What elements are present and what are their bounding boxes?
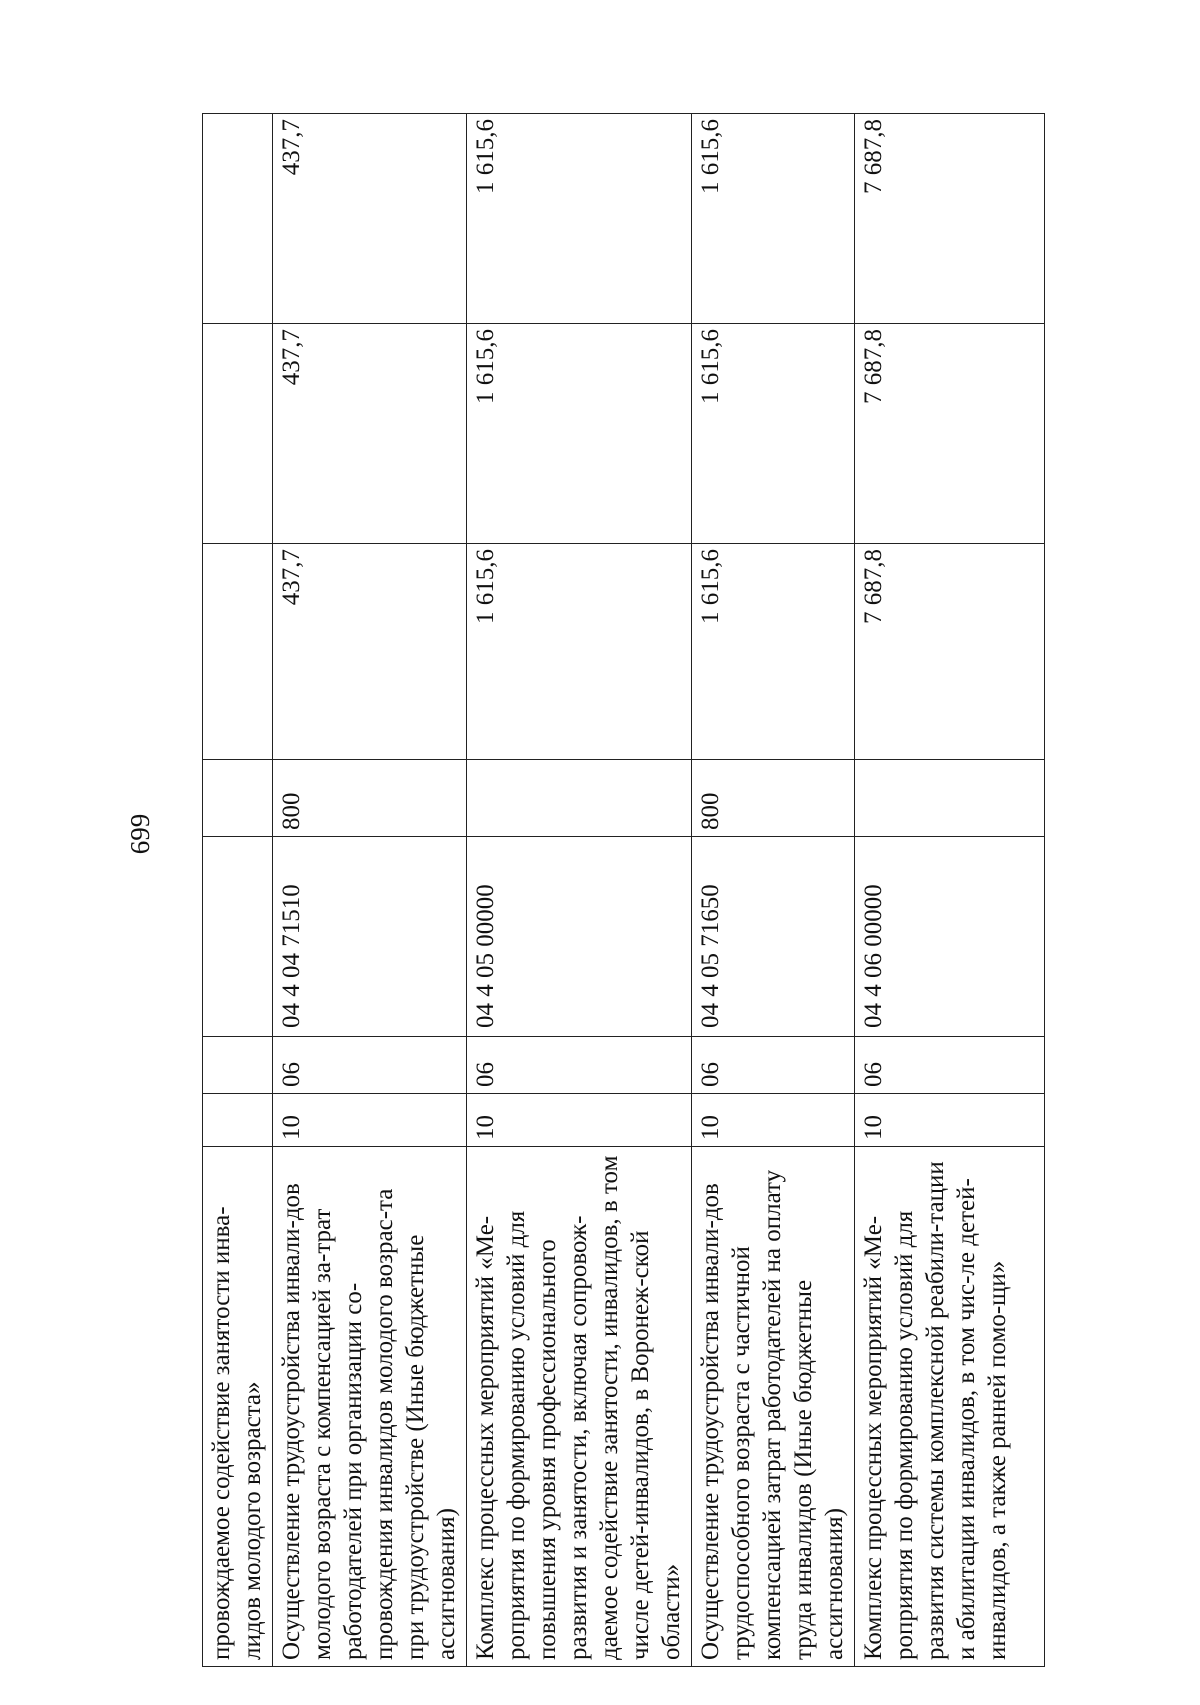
budget-table-container — [202, 114, 1082, 1667]
row-name: Комплекс процессных мероприятий «Ме-роприятия по формированию условий для развития системы комплексной реабили-тации и абилитации инвалидов, в том чис-ле детей-инвалидов, а также ранней помо-щи» — [855, 1147, 1045, 1667]
row-amount-year2: 1 615,6 — [692, 324, 855, 544]
row-target-code: 04 4 05 00000 — [467, 837, 692, 1037]
row-name: провождаемое содействие занятости инва-лидов молодого возраста» — [203, 1147, 273, 1667]
row-subsection: 06 — [855, 1037, 1045, 1094]
row-amount-year1 — [203, 544, 273, 760]
table-row — [467, 114, 692, 1667]
budget-table — [202, 113, 1045, 1667]
row-amount-year1: 7 687,8 — [855, 544, 1045, 760]
row-amount-year1: 1 615,6 — [467, 544, 692, 760]
row-section: 10 — [467, 1094, 692, 1147]
row-amount-year2 — [203, 324, 273, 544]
row-expense-type — [855, 760, 1045, 837]
row-target-code: 04 4 06 00000 — [855, 837, 1045, 1037]
row-amount-year2: 7 687,8 — [855, 324, 1045, 544]
row-target-code — [203, 837, 273, 1037]
row-amount-year3 — [203, 114, 273, 324]
table-row — [692, 114, 855, 1667]
row-amount-year1: 437,7 — [273, 544, 467, 760]
row-amount-year3: 7 687,8 — [855, 114, 1045, 324]
row-amount-year1: 1 615,6 — [692, 544, 855, 760]
row-expense-type — [467, 760, 692, 837]
row-subsection: 06 — [692, 1037, 855, 1094]
row-section — [203, 1094, 273, 1147]
row-amount-year2: 1 615,6 — [467, 324, 692, 544]
row-amount-year3: 1 615,6 — [467, 114, 692, 324]
row-amount-year2: 437,7 — [273, 324, 467, 544]
row-section: 10 — [692, 1094, 855, 1147]
row-amount-year3: 437,7 — [273, 114, 467, 324]
row-expense-type: 800 — [273, 760, 467, 837]
row-name: Комплекс процессных мероприятий «Ме-роприятия по формированию условий для повышения уровня профессионального развития и занятости, включая сопровож-даемое содействие занятости, инвалидов, в том числе детей-инвалидов, в Воронеж-ской области» — [467, 1147, 692, 1667]
row-target-code: 04 4 05 71650 — [692, 837, 855, 1037]
row-amount-year3: 1 615,6 — [692, 114, 855, 324]
page-number: 699 — [125, 813, 155, 855]
table-row — [203, 114, 273, 1667]
table-row — [855, 114, 1045, 1667]
row-expense-type — [203, 760, 273, 837]
row-expense-type: 800 — [692, 760, 855, 837]
row-name: Осуществление трудоустройства инвали-дов трудоспособного возраста с частичной компенсацией затрат работодателей на оплату труда инвалидов (Иные бюджетные ассигнования) — [692, 1147, 855, 1667]
row-section: 10 — [855, 1094, 1045, 1147]
table-row — [273, 114, 467, 1667]
row-subsection: 06 — [273, 1037, 467, 1094]
row-section: 10 — [273, 1094, 467, 1147]
row-subsection — [203, 1037, 273, 1094]
row-subsection: 06 — [467, 1037, 692, 1094]
row-target-code: 04 4 04 71510 — [273, 837, 467, 1037]
row-name: Осуществление трудоустройства инвали-дов молодого возраста с компенсацией за-трат работодателей при организации со-провождения инвалидов молодого возрас-та при трудоустройстве (Иные бюджетные ассигнования) — [273, 1147, 467, 1667]
